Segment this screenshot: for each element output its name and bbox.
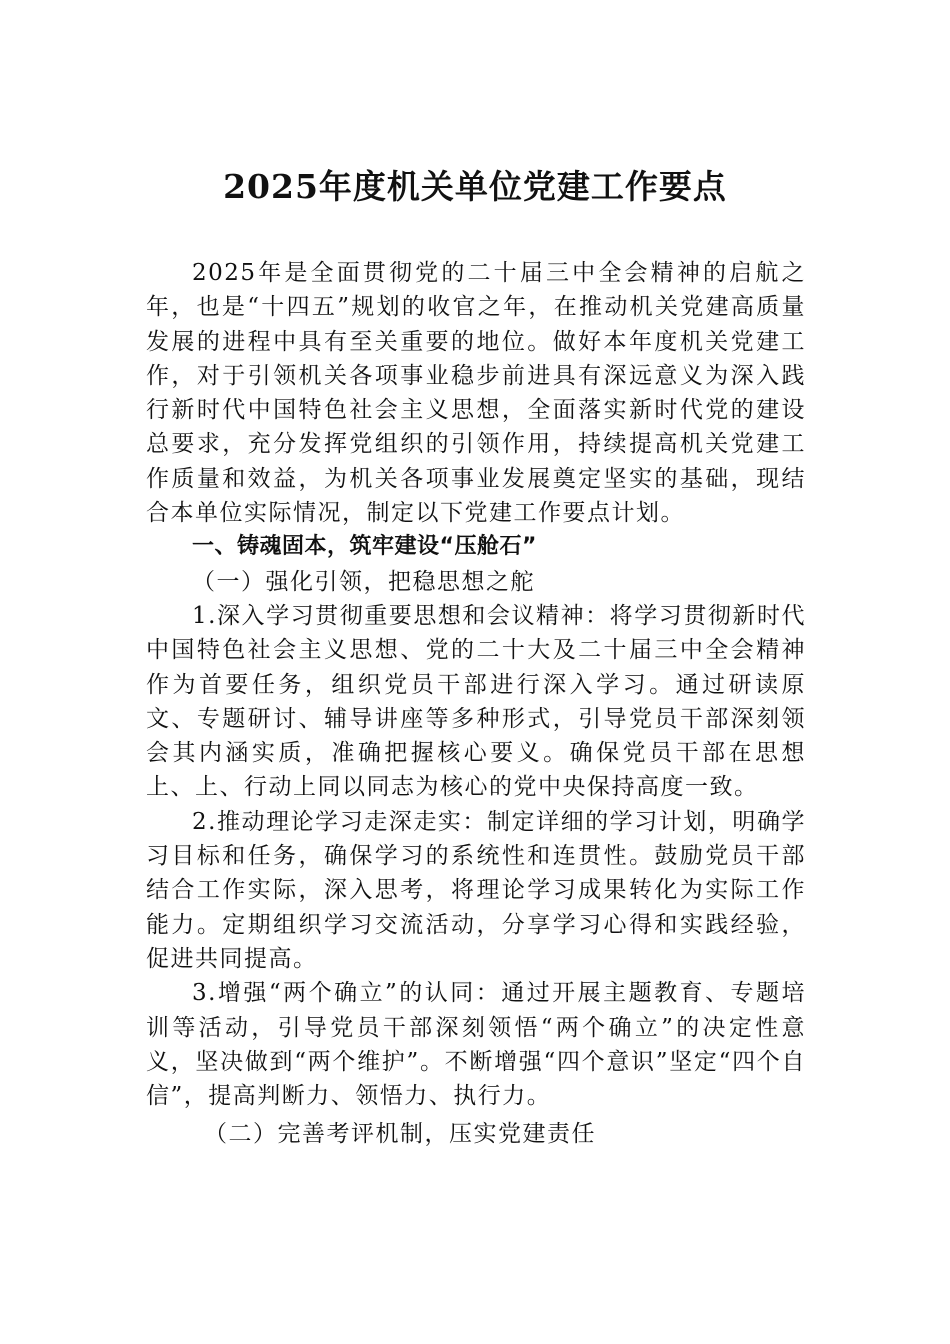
item-paragraph-3: 3.增强“两个确立”的认同：通过开展主题教育、专题培训等活动，引导党员干部深刻领悟“两个确立”的决定性意义，坚决做到“两个维护”。不断增强“四个意识”坚定“四个自信”，提高判断力、领悟力、执行力。 [146,980,806,1110]
document-title: 2025年度机关单位党建工作要点 [223,167,727,206]
item-paragraph-1: 1.深入学习贯彻重要思想和会议精神：将学习贯彻新时代中国特色社会主义思想、党的二十大及二十届三中全会精神作为首要任务，组织党员干部进行深入学习。通过研读原文、专题研讨、辅导讲座等多种形式，引导党员干部深刻领会其内涵实质，准确把握核心要义。确保党员干部在思想上、上、行动上同以同志为核心的党中央保持高度一致。 [146,602,806,801]
subsection-heading-2: （二）完善考评机制，压实党建责任 [204,1121,596,1148]
document-body [146,256,806,1152]
subsection-heading-1: （一）强化引领，把稳思想之舵 [192,568,535,595]
intro-paragraph: 2025年是全面贯彻党的二十届三中全会精神的启航之年，也是“十四五”规划的收官之年，在推动机关党建高质量发展的进程中具有至关重要的地位。做好本年度机关党建工作，对于引领机关各项事业稳步前进具有深远意义为深入践行新时代中国特色社会主义思想，全面落实新时代党的建设总要求，充分发挥党组织的引领作用，持续提高机关党建工作质量和效益，为机关各项事业发展奠定坚实的基础，现结合本单位实际情况，制定以下党建工作要点计划。 [146,260,806,527]
section-heading-1: 一、铸魂固本，筑牢建设“压舱石” [192,534,537,560]
item-paragraph-2: 2.推动理论学习走深走实：制定详细的学习计划，明确学习目标和任务，确保学习的系统性和连贯性。鼓励党员干部结合工作实际，深入思考，将理论学习成果转化为实际工作能力。定期组织学习交流活动，分享学习心得和实践经验，促进共同提高。 [146,808,806,972]
